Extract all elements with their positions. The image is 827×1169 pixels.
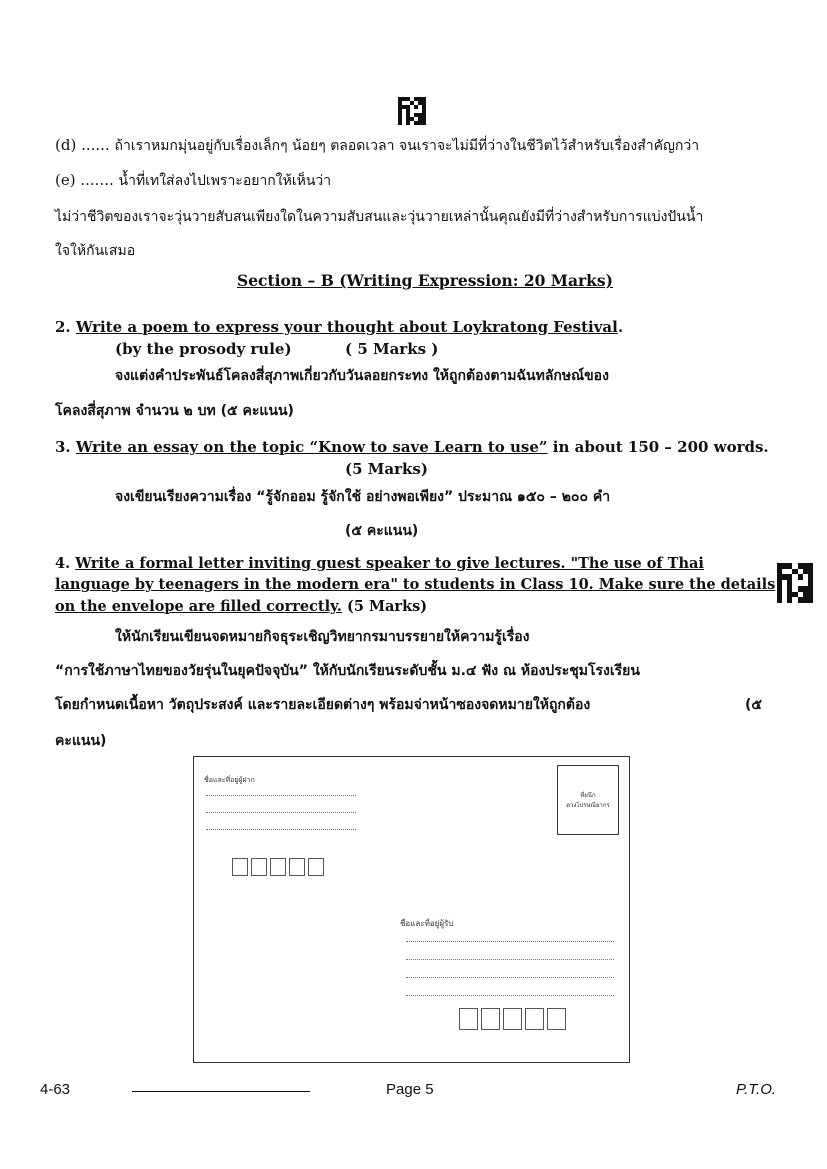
footer-code: 4-63 xyxy=(40,1081,71,1098)
receiver-line[interactable] xyxy=(406,941,614,942)
sender-line[interactable] xyxy=(206,829,356,830)
q2-title-text: Write a poem to express your thought about Loykratong Festival xyxy=(75,318,618,336)
receiver-line[interactable] xyxy=(406,959,614,960)
q4-line-3-text: on the envelope are filled correctly. xyxy=(55,598,342,615)
q4-thai-line-3: โดยกำหนดเนื้อหา วัตถุประสงค์ และรายละเอียดต่างๆ พร้อมจ่าหน้าซองจดหมายให้ถูกต้อง xyxy=(55,697,591,713)
receiver-postcode-boxes[interactable] xyxy=(459,1008,566,1030)
sender-label: ชื่อและที่อยู่ผู้ฝาก xyxy=(204,776,255,784)
sender-line[interactable] xyxy=(206,812,356,813)
sender-postcode-boxes[interactable] xyxy=(232,858,324,876)
qr-code-icon xyxy=(777,563,813,603)
sender-line[interactable] xyxy=(206,795,356,796)
stamp-box xyxy=(557,765,619,835)
q3-title xyxy=(55,438,769,456)
q2-title xyxy=(55,318,623,336)
footer-rule xyxy=(132,1091,310,1092)
q4-thai-line-3-end: (๕ xyxy=(745,697,762,713)
q4-line-2: language by teenagers in the modern era" to students in Class 10. Make sure the details xyxy=(55,576,776,593)
q4-line-1-text: Write a formal letter inviting guest speaker to give lectures. "The use of Thai xyxy=(75,555,704,572)
item-d xyxy=(55,135,699,157)
receiver-label: ชื่อและที่อยู่ผู้รับ xyxy=(400,919,454,928)
receiver-line[interactable] xyxy=(406,995,614,996)
q3-title-rest: in about 150 – 200 words. xyxy=(547,438,769,456)
q4-thai-line-4: คะแนน) xyxy=(55,733,107,749)
footer-pto: P.T.O. xyxy=(736,1081,777,1098)
q2-title-end: . xyxy=(617,318,624,336)
q4-thai-line-2: “การใช้ภาษาไทยของวัยรุ่นในยุคปัจจุบัน” ให้กับนักเรียนระดับชั้น ม.๔ ฟัง ณ ห้องประชุมโรงเรียน xyxy=(55,663,640,679)
receiver-line[interactable] xyxy=(406,977,614,978)
q4-number: 4. xyxy=(55,555,71,572)
q2-sub: (by the prosody rule) xyxy=(115,340,292,358)
stamp-label-2: ดวงไปรษณียากร xyxy=(566,802,610,809)
item-e xyxy=(55,170,331,192)
q4-marks: (5 Marks) xyxy=(346,598,428,615)
q2-thai-line-1: จงแต่งคำประพันธ์โคลงสี่สุภาพเกี่ยวกับวันลอยกระทง ให้ถูกต้องตามฉันทลักษณ์ของ xyxy=(115,368,609,384)
q2-marks: ( 5 Marks ) xyxy=(345,340,439,358)
q4-thai-line-1: ให้นักเรียนเขียนจดหมายกิจธุระเชิญวิทยากรมาบรรยายให้ความรู้เรื่อง xyxy=(115,629,530,645)
item-d-label: (d) ...... xyxy=(55,136,110,154)
item-d-text: ถ้าเราหมกมุ่นอยู่กับเรื่องเล็กๆ น้อยๆ ตลอดเวลา จนเราจะไม่มีที่ว่างในชีวิตไว้สำหรับเรื่องสำคัญกว่า xyxy=(114,138,700,154)
paragraph-line-1: ไม่ว่าชีวิตของเราจะวุ่นวายสับสนเพียงใดในความสับสนและวุ่นวายเหล่านั้นคุณยังมีที่ว่างสำหรับการแบ่งปันน้ำ xyxy=(55,209,704,225)
envelope xyxy=(193,756,630,1063)
paragraph-line-2: ใจให้กันเสมอ xyxy=(55,243,136,259)
q2-thai-line-2: โคลงสี่สุภาพ จำนวน ๒ บท (๕ คะแนน) xyxy=(55,403,294,419)
q4-line-1 xyxy=(55,555,704,572)
q3-thai-line-1: จงเขียนเรียงความเรื่อง “รู้จักออม รู้จักใช้ อย่างพอเพียง” ประมาณ ๑๕๐ – ๒๐๐ คำ xyxy=(115,489,611,505)
stamp-label-1: ที่ผนึก xyxy=(580,792,596,799)
footer-page-number: Page 5 xyxy=(386,1081,434,1098)
section-b-heading: Section – B (Writing Expression: 20 Marks) xyxy=(237,271,613,290)
item-e-label: (e) ....... xyxy=(55,171,114,189)
q3-thai-line-2: (๕ คะแนน) xyxy=(345,523,419,539)
q3-marks: (5 Marks) xyxy=(345,460,428,478)
q3-number: 3. xyxy=(55,438,71,456)
q4-line-3 xyxy=(55,598,427,615)
q3-title-text: Write an essay on the topic “Know to save Learn to use” xyxy=(75,438,548,456)
item-e-text: น้ำที่เทใส่ลงไปเพราะอยากให้เห็นว่า xyxy=(118,173,332,189)
qr-code-icon xyxy=(398,97,426,125)
q2-number: 2. xyxy=(55,318,71,336)
